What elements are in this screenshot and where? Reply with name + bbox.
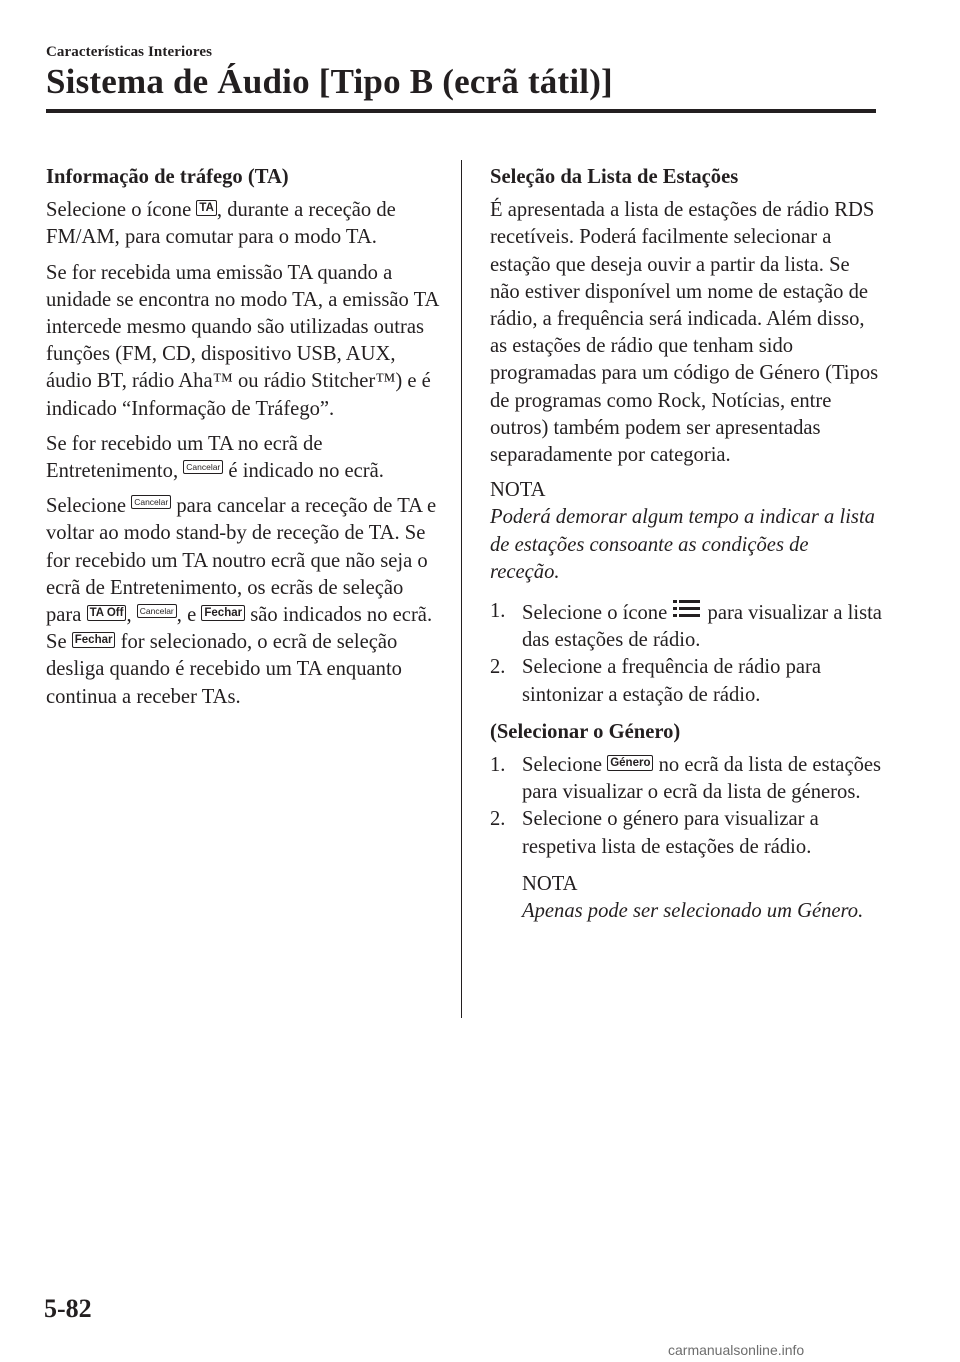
left-paragraph-2: Se for recebida uma emissão TA quando a unidade se encontra no modo TA, a emissão TA intercede mesmo quando são utilizadas outras funções (FM, CD, dispositivo USB, AUX, áudio BT, rádio Aha™ ou rádio Stitcher™) e é indicado “Informação de Tráfego”. xyxy=(46,261,439,420)
genre-steps xyxy=(490,752,882,861)
ta-off-button: TA Off xyxy=(87,605,127,621)
cancelar-button: Cancelar xyxy=(131,495,171,509)
nota-label: NOTA xyxy=(522,872,578,895)
list-icon xyxy=(672,598,702,622)
page-title: Sistema de Áudio [Tipo B (ecrã tátil)] xyxy=(46,62,613,101)
station-list-steps xyxy=(490,598,882,709)
station-list-heading: Seleção da Lista de Estações xyxy=(490,166,739,188)
cancelar-button: Cancelar xyxy=(183,460,223,474)
header-rule xyxy=(46,109,876,113)
genre-subheading: (Selecionar o Género) xyxy=(490,720,681,743)
list-item: 1. Selecione Género no ecrã da lista de estações para visualizar o ecrã da lista de géneros. xyxy=(490,754,882,804)
right-paragraph-1: É apresentada a lista de estações de rádio RDS recetíveis. Poderá facilmente selecionar a estação que deseja ouvir a partir da lista. Se não estiver disponível um nome de estação de rádio, a frequência será indicada. Além disso, as estações de rádio que tenham sido programadas para um código de Género (Tipos de programas como Rock, Notícias, entre outros) também podem ser apresentadas separadamente por categoria. xyxy=(490,199,879,467)
nota-text: Apenas pode ser selecionado um Género. xyxy=(522,900,864,923)
fechar-button: Fechar xyxy=(201,605,245,621)
ta-button: TA xyxy=(196,200,216,216)
left-column xyxy=(46,160,441,719)
page-number: 5-82 xyxy=(44,1294,92,1323)
left-paragraph-4: Selecione Cancelar para cancelar a receção de TA e voltar ao modo stand-by de receção de TA. Se for recebido um TA noutro ecrã que não seja o ecrã de Entretenimento, os ecrãs de seleção para TA Off , Cancelar , e Fechar são indicados no ecrã. Se Fechar for selecionado, o ecrã de seleção desliga quando é recebido um TA enquanto continua a receber TAs. xyxy=(46,495,437,708)
list-item: 2. Selecione o género para visualizar a respetiva lista de estações de rádio. xyxy=(490,808,819,858)
cancelar-button: Cancelar xyxy=(137,604,177,618)
left-paragraph-1: Selecione o ícone TA , durante a receção de FM/AM, para comutar para o modo TA. xyxy=(46,199,396,249)
left-paragraph-3: Se for recebido um TA no ecrã de Entretenimento, Cancelar é indicado no ecrã. xyxy=(46,432,384,483)
list-item: 2. Selecione a frequência de rádio para sintonizar a estação de rádio. xyxy=(490,656,822,706)
fechar-button: Fechar xyxy=(72,632,116,648)
genre-nota xyxy=(522,871,882,925)
section-label: Características Interiores xyxy=(46,44,213,60)
right-column xyxy=(490,160,882,937)
nota-text: Poderá demorar algum tempo a indicar a lista de estações consoante as condições de receção. xyxy=(490,506,875,583)
traffic-info-heading: Informação de tráfego (TA) xyxy=(46,166,289,188)
watermark: carmanualsonline.info xyxy=(668,1342,805,1358)
list-item: 1. Selecione o ícone para visualizar a lista das estações de rádio. xyxy=(490,600,882,652)
genero-button: Género xyxy=(607,755,653,771)
column-divider xyxy=(461,160,462,1018)
nota-label: NOTA xyxy=(490,479,546,502)
